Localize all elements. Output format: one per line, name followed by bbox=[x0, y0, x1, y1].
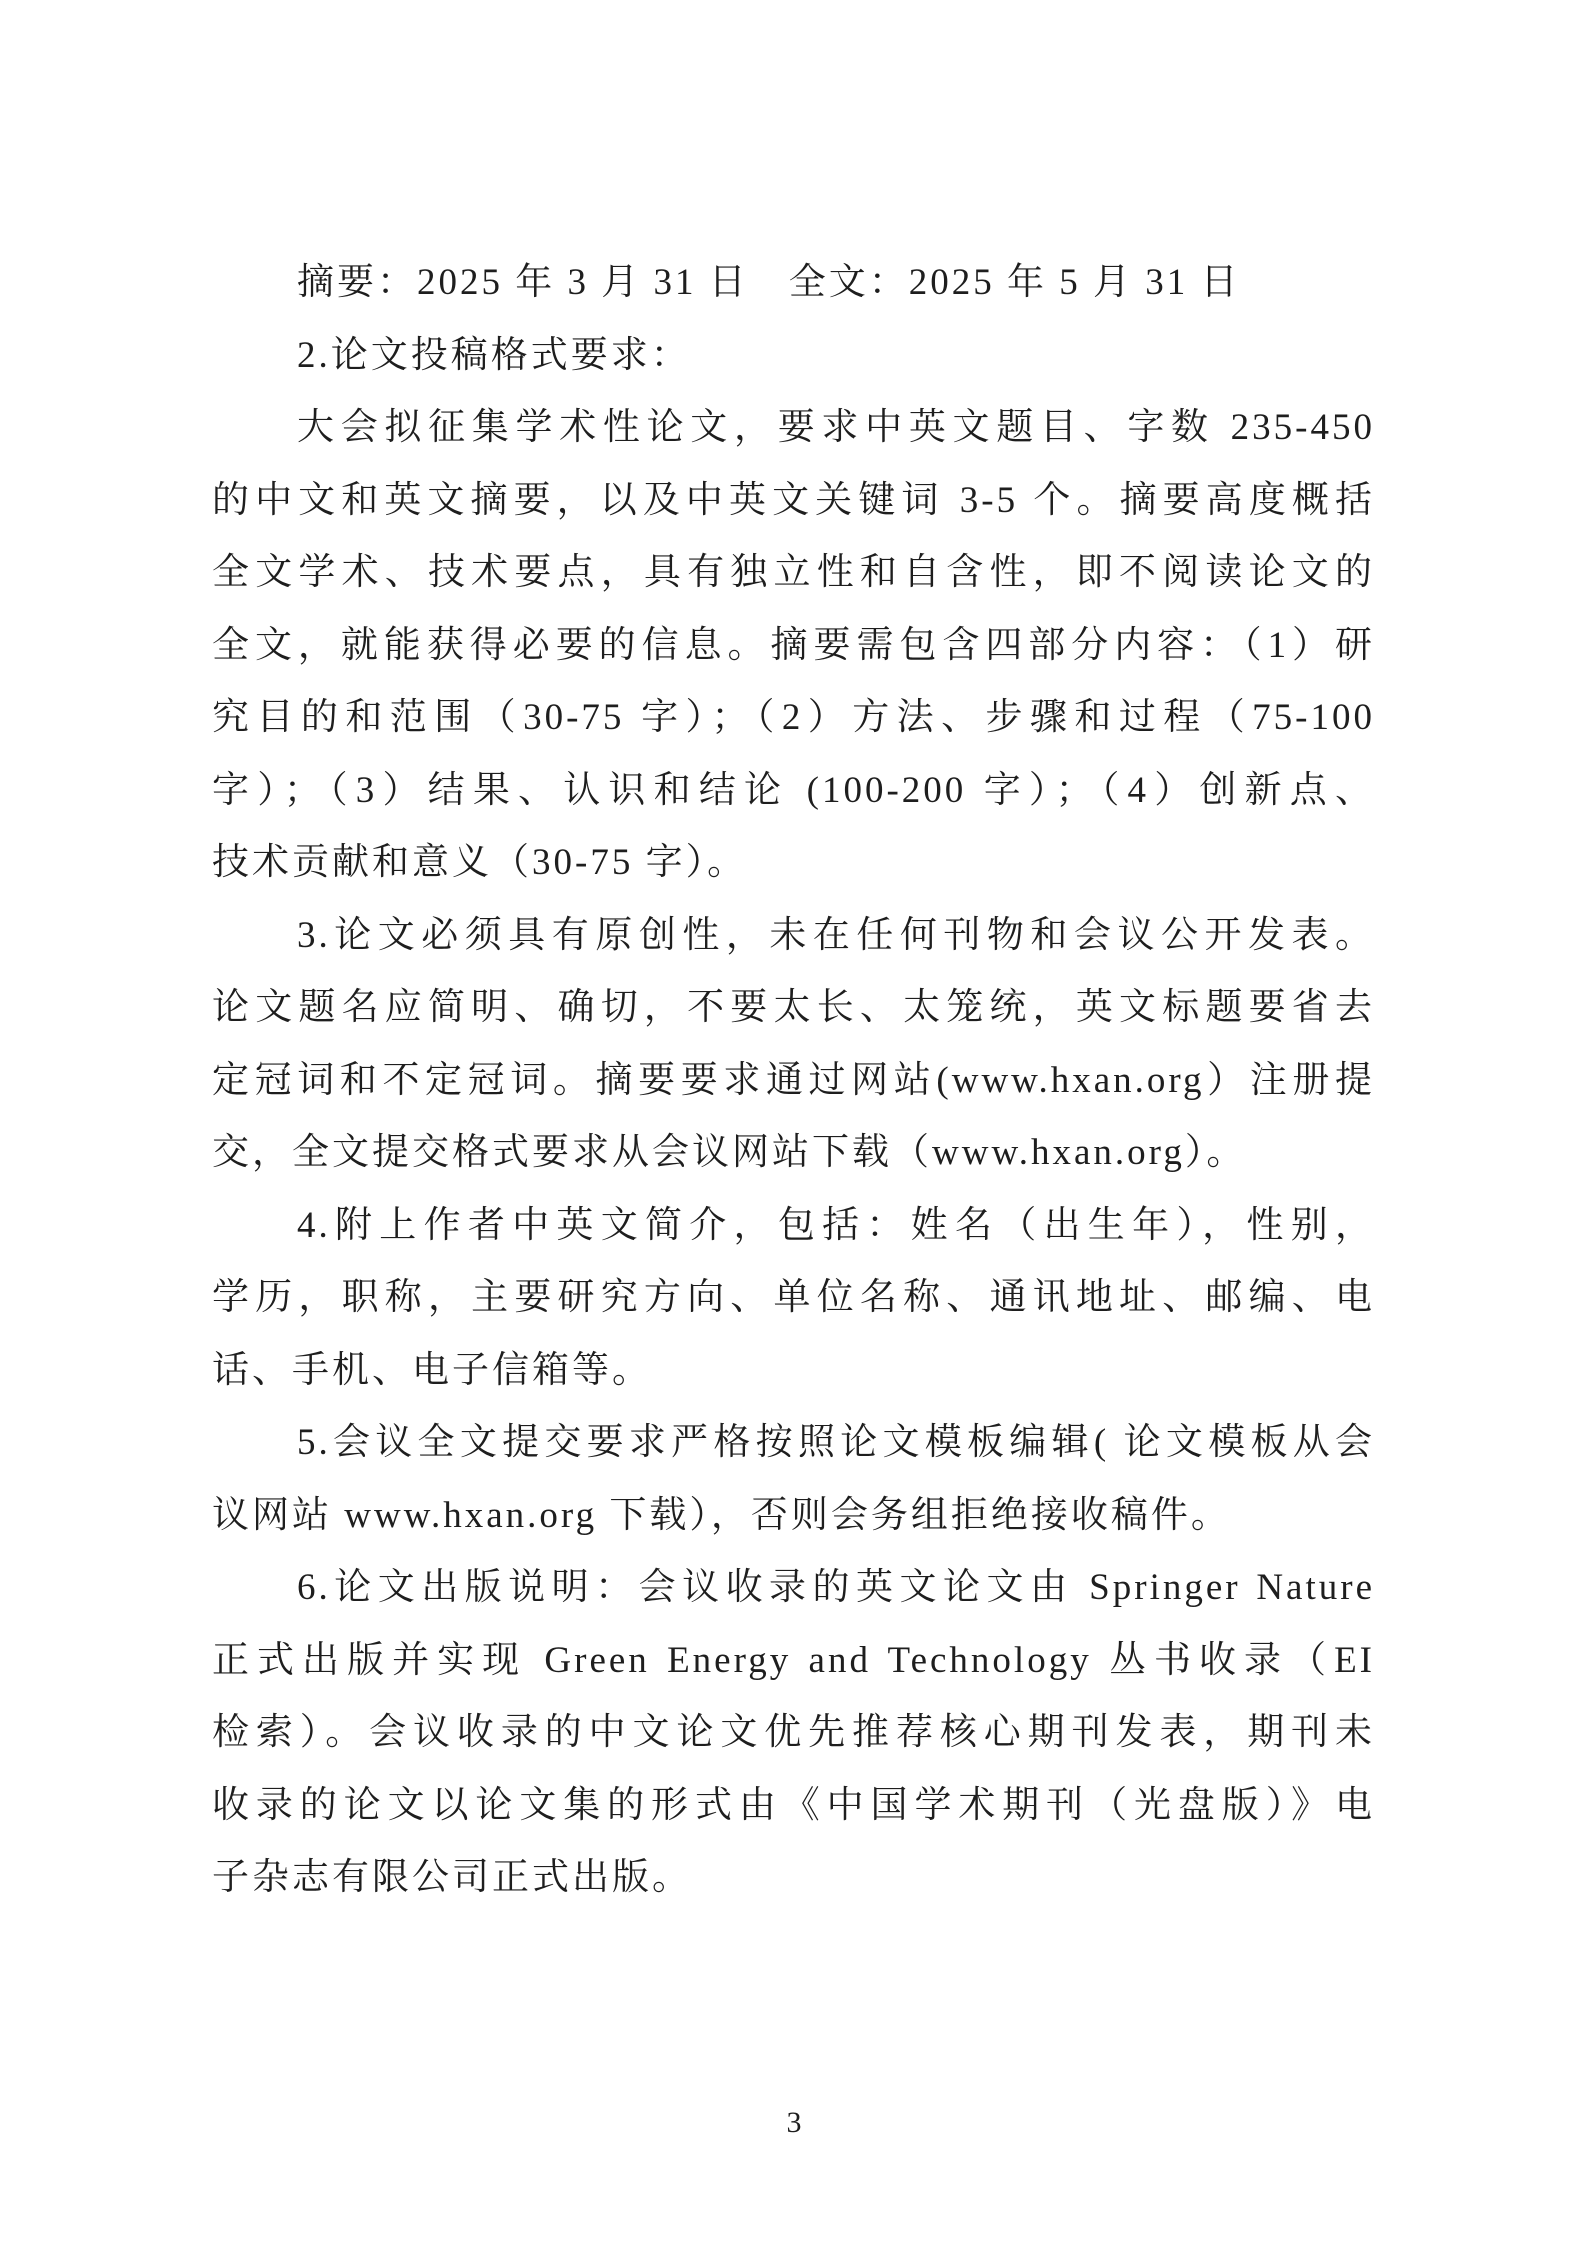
text-line: 正式出版并实现 Green Energy and Technology 丛书收录（EI bbox=[212, 1639, 1375, 1681]
text-line: 全文学术、技术要点，具有独立性和自含性，即不阅读论文的 bbox=[212, 552, 1375, 593]
text-line: 议网站 www.hxan.org 下载），否则会务组拒绝接收稿件。 bbox=[212, 1494, 1231, 1536]
paragraph-publication bbox=[212, 1552, 1375, 1915]
text-line: 5.会议全文提交要求严格按照论文模板编辑( 论文模板从会 bbox=[297, 1422, 1375, 1463]
text-line: 定冠词和不定冠词。摘要要求通过网站(www.hxan.org）注册提 bbox=[212, 1059, 1375, 1101]
text-line: 收录的论文以论文集的形式由《中国学术期刊（光盘版）》电 bbox=[212, 1784, 1375, 1826]
text-line: 的中文和英文摘要，以及中英文关键词 3-5 个。摘要高度概括 bbox=[212, 479, 1375, 521]
paragraph-deadlines bbox=[212, 247, 1375, 320]
text-line: 子杂志有限公司正式出版。 bbox=[212, 1857, 692, 1898]
text-line: 究目的和范围（30-75 字）；（2）方法、步骤和过程（75-100 bbox=[212, 697, 1375, 738]
paragraph-template bbox=[212, 1407, 1375, 1552]
text-line: 交，全文提交格式要求从会议网站下载（www.hxan.org）。 bbox=[212, 1132, 1247, 1173]
paragraph-section-2-heading bbox=[212, 320, 1375, 393]
text-line: 技术贡献和意义（30-75 字）。 bbox=[212, 842, 748, 883]
text-line: 字）；（3）结果、认识和结论 (100-200 字）；（4）创新点、 bbox=[212, 769, 1375, 811]
paragraph-author-bio bbox=[212, 1190, 1375, 1408]
text-line: 学历，职称，主要研究方向、单位名称、通讯地址、邮编、电 bbox=[212, 1277, 1375, 1318]
document-body bbox=[212, 247, 1375, 1915]
text-line: 大会拟征集学术性论文，要求中英文题目、字数 235-450 bbox=[297, 407, 1375, 448]
text-line: 3.论文必须具有原创性，未在任何刊物和会议公开发表。 bbox=[297, 914, 1375, 956]
text-line: 4.附上作者中英文简介，包括：姓名（出生年），性别， bbox=[297, 1204, 1375, 1246]
text-line: 话、手机、电子信箱等。 bbox=[212, 1349, 652, 1391]
text-line: 2.论文投稿格式要求： bbox=[297, 334, 691, 376]
text-line: 论文题名应简明、确切，不要太长、太笼统，英文标题要省去 bbox=[212, 987, 1375, 1028]
text-line: 6.论文出版说明：会议收录的英文论文由 Springer Nature bbox=[297, 1567, 1375, 1608]
paragraph-abstract-requirements bbox=[212, 392, 1375, 900]
text-line: 全文，就能获得必要的信息。摘要需包含四部分内容：（1）研 bbox=[212, 624, 1375, 666]
paragraph-originality bbox=[212, 900, 1375, 1190]
text-line: 摘要：2025 年 3 月 31 日 全文：2025 年 5 月 31 日 bbox=[297, 262, 1241, 303]
text-line: 检索）。会议收录的中文论文优先推荐核心期刊发表，期刊未 bbox=[212, 1712, 1375, 1753]
page-number: 3 bbox=[786, 2106, 802, 2139]
